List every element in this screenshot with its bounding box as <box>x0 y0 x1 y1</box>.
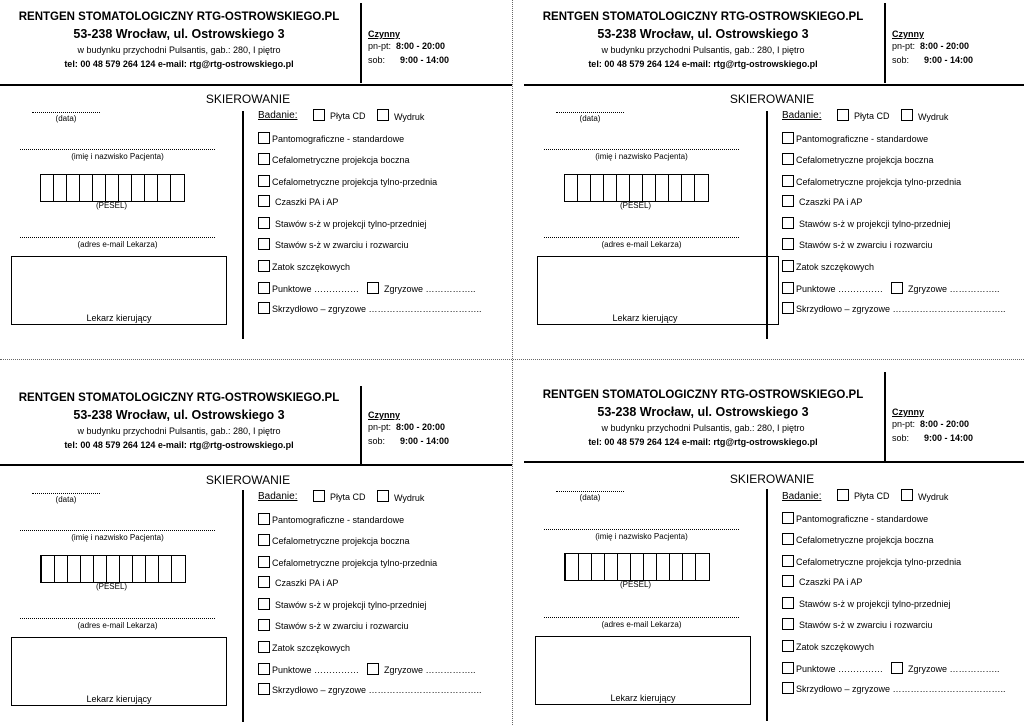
wydruk-checkbox[interactable] <box>901 109 913 121</box>
exam-checkbox[interactable] <box>258 238 270 250</box>
exam-label: Stawów s-ż w zwarciu i rozwarciu <box>799 240 933 250</box>
clinic-title: RENTGEN STOMATOLOGICZNY RTG-OSTROWSKIEGO.PL <box>542 389 864 401</box>
wydruk-label: Wydruk <box>394 493 425 503</box>
badanie-label: Badanie: <box>258 110 298 121</box>
patient-name-caption: (imię i nazwisko Pacjenta) <box>71 533 164 542</box>
hours-weekday-day: pn-pt: <box>368 41 392 51</box>
date-field[interactable] <box>556 491 624 492</box>
cut-line-vertical <box>512 0 513 725</box>
clinic-contact: tel: 00 48 579 264 124 e-mail: rtg@rtg-ostrowskiego.pl <box>588 437 818 447</box>
doctor-email-caption: (adres e-mail Lekarza) <box>77 240 158 249</box>
exam-label: Cefalometryczne projekcja tylno-przednia <box>796 557 962 567</box>
form-column-divider <box>242 111 244 339</box>
exam-label: Stawów s-ż w projekcji tylno-przedniej <box>799 599 951 609</box>
header-rule <box>0 84 512 86</box>
hours-saturday-day: sob: <box>892 55 910 65</box>
hours-label: Czynny <box>368 29 401 39</box>
zgryzowe-label: Zgryzowe …………….. <box>384 284 476 294</box>
skrzydlowo-checkbox[interactable] <box>782 682 794 694</box>
patient-name-field[interactable] <box>544 149 739 150</box>
form-title: SKIEROWANIE <box>205 92 291 106</box>
header-divider <box>360 386 362 464</box>
zgryzowe-checkbox[interactable] <box>891 662 903 674</box>
doctor-email-field[interactable] <box>544 237 739 238</box>
exam-label: Stawów s-ż w projekcji tylno-przedniej <box>799 219 951 229</box>
doctor-email-caption: (adres e-mail Lekarza) <box>601 620 682 629</box>
form-column-divider <box>242 490 244 722</box>
hours-weekday-time: 8:00 - 20:00 <box>396 41 446 51</box>
punktowe-label: Punktowe …………… <box>796 284 884 294</box>
hours-label: Czynny <box>892 29 925 39</box>
hours-saturday-time: 9:00 - 14:00 <box>924 55 974 65</box>
punktowe-checkbox[interactable] <box>258 663 270 675</box>
plyta-cd-label: Płyta CD <box>854 111 890 121</box>
hours-saturday-time: 9:00 - 14:00 <box>924 433 974 443</box>
referral-card-top-left <box>0 0 512 362</box>
exam-label: Czaszki PA i AP <box>275 197 339 207</box>
doctor-email-caption: (adres e-mail Lekarza) <box>601 240 682 249</box>
zgryzowe-label: Zgryzowe …………….. <box>908 664 1000 674</box>
badanie-label: Badanie: <box>782 491 822 502</box>
exam-checkbox[interactable] <box>782 195 794 207</box>
hours-weekday-day: pn-pt: <box>368 422 392 432</box>
hours-weekday-time: 8:00 - 20:00 <box>920 419 970 429</box>
exam-checkbox[interactable] <box>258 598 270 610</box>
punktowe-label: Punktowe …………… <box>796 664 884 674</box>
hours-weekday-day: pn-pt: <box>892 419 916 429</box>
form-title: SKIEROWANIE <box>205 473 291 487</box>
clinic-contact: tel: 00 48 579 264 124 e-mail: rtg@rtg-ostrowskiego.pl <box>588 59 818 69</box>
doctor-email-field[interactable] <box>20 618 215 619</box>
clinic-contact: tel: 00 48 579 264 124 e-mail: rtg@rtg-ostrowskiego.pl <box>64 440 294 450</box>
exam-checkbox[interactable] <box>782 238 794 250</box>
exam-checkbox[interactable] <box>782 512 794 524</box>
exam-checkbox[interactable] <box>258 534 270 546</box>
doctor-label: Lekarz kierujący <box>612 313 678 323</box>
form-column-divider <box>766 489 768 721</box>
clinic-title: RENTGEN STOMATOLOGICZNY RTG-OSTROWSKIEGO.PL <box>542 11 864 23</box>
exam-checkbox[interactable] <box>258 217 270 229</box>
wydruk-checkbox[interactable] <box>901 489 913 501</box>
badanie-label: Badanie: <box>782 110 822 121</box>
header-divider <box>884 3 886 83</box>
exam-label: Stawów s-ż w zwarciu i rozwarciu <box>799 620 933 630</box>
wydruk-checkbox[interactable] <box>377 109 389 121</box>
wydruk-label: Wydruk <box>918 112 949 122</box>
exam-checkbox[interactable] <box>258 195 270 207</box>
referral-card-bottom-right <box>524 362 1024 724</box>
form-column-divider <box>766 111 768 339</box>
hours-saturday <box>368 55 449 65</box>
pesel-caption: (PESEL) <box>619 580 652 589</box>
exam-checkbox[interactable] <box>782 260 794 272</box>
punktowe-checkbox[interactable] <box>258 282 270 294</box>
form-title: SKIEROWANIE <box>729 92 815 106</box>
doctor-email-caption: (adres e-mail Lekarza) <box>77 621 158 630</box>
doctor-label: Lekarz kierujący <box>610 693 676 703</box>
referral-card-top-right <box>524 0 1024 362</box>
date-field[interactable] <box>556 112 624 113</box>
exam-label: Stawów s-ż w zwarciu i rozwarciu <box>275 240 409 250</box>
zgryzowe-label: Zgryzowe …………….. <box>384 665 476 675</box>
hours-label: Czynny <box>368 410 401 420</box>
exam-checkbox[interactable] <box>782 217 794 229</box>
plyta-cd-label: Płyta CD <box>854 491 890 501</box>
exam-checkbox[interactable] <box>782 575 794 587</box>
hours-saturday-day: sob: <box>368 55 386 65</box>
exam-checkbox[interactable] <box>782 132 794 144</box>
pesel-caption: (PESEL) <box>619 201 652 210</box>
patient-name-field[interactable] <box>20 530 215 531</box>
exam-label: Stawów s-ż w projekcji tylno-przedniej <box>275 600 427 610</box>
exam-label: Czaszki PA i AP <box>799 577 863 587</box>
exam-label: Cefalometryczne projekcja boczna <box>272 536 410 546</box>
exam-checkbox[interactable] <box>258 576 270 588</box>
exam-checkbox[interactable] <box>782 618 794 630</box>
clinic-title: RENTGEN STOMATOLOGICZNY RTG-OSTROWSKIEGO.PL <box>18 392 340 404</box>
doctor-label: Lekarz kierujący <box>86 694 152 704</box>
clinic-address: 53-238 Wrocław, ul. Ostrowskiego 3 <box>73 27 285 41</box>
hours-label: Czynny <box>892 407 925 417</box>
hours-weekday <box>892 419 969 429</box>
plyta-cd-checkbox[interactable] <box>837 109 849 121</box>
hours-weekday-time: 8:00 - 20:00 <box>396 422 446 432</box>
wydruk-label: Wydruk <box>394 112 425 122</box>
header-divider <box>884 372 886 461</box>
form-title: SKIEROWANIE <box>729 472 815 486</box>
exam-label: Cefalometryczne projekcja boczna <box>272 155 410 165</box>
clinic-building: w budynku przychodni Pulsantis, gab.: 280, I piętro <box>601 423 805 433</box>
hours-weekday <box>368 422 445 432</box>
zgryzowe-checkbox[interactable] <box>891 282 903 294</box>
zgryzowe-label: Zgryzowe …………….. <box>908 284 1000 294</box>
exam-label: Czaszki PA i AP <box>799 197 863 207</box>
hours-weekday <box>892 41 969 51</box>
date-caption: (data) <box>55 114 77 123</box>
exam-checkbox[interactable] <box>258 513 270 525</box>
exam-checkbox[interactable] <box>782 153 794 165</box>
header-rule <box>524 84 1024 86</box>
date-field[interactable] <box>32 112 100 113</box>
exam-checkbox[interactable] <box>258 175 270 187</box>
exam-label: Zatok szczękowych <box>796 642 875 652</box>
exam-label: Stawów s-ż w projekcji tylno-przedniej <box>275 219 427 229</box>
exam-checkbox[interactable] <box>782 533 794 545</box>
date-caption: (data) <box>55 495 77 504</box>
doctor-email-field[interactable] <box>20 237 215 238</box>
hours-saturday <box>892 433 973 443</box>
doctor-email-field[interactable] <box>544 617 739 618</box>
exam-label: Cefalometryczne projekcja boczna <box>796 155 934 165</box>
pesel-field[interactable] <box>564 553 710 581</box>
clinic-address: 53-238 Wrocław, ul. Ostrowskiego 3 <box>597 27 809 41</box>
skrzydlowo-label: Skrzydłowo – zgryzowe ……………………………….. <box>796 684 1006 694</box>
patient-name-field[interactable] <box>544 529 739 530</box>
patient-name-caption: (imię i nazwisko Pacjenta) <box>71 152 164 161</box>
exam-checkbox[interactable] <box>258 260 270 272</box>
exam-label: Czaszki PA i AP <box>275 578 339 588</box>
pesel-caption: (PESEL) <box>95 201 128 210</box>
clinic-address: 53-238 Wrocław, ul. Ostrowskiego 3 <box>73 408 285 422</box>
plyta-cd-label: Płyta CD <box>330 492 366 502</box>
exam-checkbox[interactable] <box>258 132 270 144</box>
header-rule <box>524 461 1024 463</box>
exam-label: Cefalometryczne projekcja tylno-przednia <box>272 558 438 568</box>
clinic-title: RENTGEN STOMATOLOGICZNY RTG-OSTROWSKIEGO.PL <box>18 11 340 23</box>
skrzydlowo-checkbox[interactable] <box>782 302 794 314</box>
hours-weekday <box>368 41 445 51</box>
clinic-building: w budynku przychodni Pulsantis, gab.: 280, I piętro <box>77 426 281 436</box>
hours-weekday-day: pn-pt: <box>892 41 916 51</box>
pesel-field[interactable] <box>564 174 709 202</box>
hours-saturday-time: 9:00 - 14:00 <box>400 55 450 65</box>
exam-label: Zatok szczękowych <box>272 643 351 653</box>
exam-label: Pantomograficzne - standardowe <box>796 514 929 524</box>
hours-saturday-day: sob: <box>368 436 386 446</box>
skrzydlowo-label: Skrzydłowo – zgryzowe ……………………………….. <box>796 304 1006 314</box>
doctor-label: Lekarz kierujący <box>86 313 152 323</box>
exam-checkbox[interactable] <box>258 556 270 568</box>
plyta-cd-checkbox[interactable] <box>313 490 325 502</box>
patient-name-field[interactable] <box>20 149 215 150</box>
clinic-building: w budynku przychodni Pulsantis, gab.: 280, I piętro <box>601 45 805 55</box>
date-caption: (data) <box>579 114 601 123</box>
zgryzowe-checkbox[interactable] <box>367 282 379 294</box>
pesel-field[interactable] <box>40 555 186 583</box>
skrzydlowo-label: Skrzydłowo – zgryzowe ……………………………….. <box>272 685 482 695</box>
punktowe-checkbox[interactable] <box>782 282 794 294</box>
date-field[interactable] <box>32 493 100 494</box>
badanie-label: Badanie: <box>258 491 298 502</box>
date-caption: (data) <box>579 493 601 502</box>
plyta-cd-checkbox[interactable] <box>837 489 849 501</box>
hours-weekday-time: 8:00 - 20:00 <box>920 41 970 51</box>
hours-saturday-day: sob: <box>892 433 910 443</box>
exam-checkbox[interactable] <box>782 175 794 187</box>
clinic-address: 53-238 Wrocław, ul. Ostrowskiego 3 <box>597 405 809 419</box>
skrzydlowo-checkbox[interactable] <box>258 683 270 695</box>
pesel-field[interactable] <box>40 174 185 202</box>
exam-label: Stawów s-ż w zwarciu i rozwarciu <box>275 621 409 631</box>
skrzydlowo-checkbox[interactable] <box>258 302 270 314</box>
exam-label: Cefalometryczne projekcja boczna <box>796 535 934 545</box>
patient-name-caption: (imię i nazwisko Pacjenta) <box>595 532 688 541</box>
exam-label: Pantomograficzne - standardowe <box>272 515 405 525</box>
wydruk-checkbox[interactable] <box>377 490 389 502</box>
exam-checkbox[interactable] <box>258 153 270 165</box>
exam-label: Zatok szczękowych <box>796 262 875 272</box>
exam-checkbox[interactable] <box>782 597 794 609</box>
exam-checkbox[interactable] <box>782 555 794 567</box>
exam-label: Pantomograficzne - standardowe <box>272 134 405 144</box>
hours-saturday-time: 9:00 - 14:00 <box>400 436 450 446</box>
header-rule <box>0 464 512 466</box>
zgryzowe-checkbox[interactable] <box>367 663 379 675</box>
exam-label: Zatok szczękowych <box>272 262 351 272</box>
skrzydlowo-label: Skrzydłowo – zgryzowe ……………………………….. <box>272 304 482 314</box>
clinic-contact: tel: 00 48 579 264 124 e-mail: rtg@rtg-ostrowskiego.pl <box>64 59 294 69</box>
wydruk-label: Wydruk <box>918 492 949 502</box>
exam-checkbox[interactable] <box>258 619 270 631</box>
plyta-cd-label: Płyta CD <box>330 111 366 121</box>
punktowe-label: Punktowe …………… <box>272 284 360 294</box>
hours-saturday <box>368 436 449 446</box>
plyta-cd-checkbox[interactable] <box>313 109 325 121</box>
punktowe-label: Punktowe …………… <box>272 665 360 675</box>
exam-label: Pantomograficzne - standardowe <box>796 134 929 144</box>
exam-label: Cefalometryczne projekcja tylno-przednia <box>796 177 962 187</box>
pesel-caption: (PESEL) <box>95 582 128 591</box>
punktowe-checkbox[interactable] <box>782 662 794 674</box>
patient-name-caption: (imię i nazwisko Pacjenta) <box>595 152 688 161</box>
exam-checkbox[interactable] <box>258 641 270 653</box>
exam-label: Cefalometryczne projekcja tylno-przednia <box>272 177 438 187</box>
hours-saturday <box>892 55 973 65</box>
clinic-building: w budynku przychodni Pulsantis, gab.: 280, I piętro <box>77 45 281 55</box>
exam-checkbox[interactable] <box>782 640 794 652</box>
header-divider <box>360 3 362 83</box>
referral-card-bottom-left <box>0 362 512 724</box>
